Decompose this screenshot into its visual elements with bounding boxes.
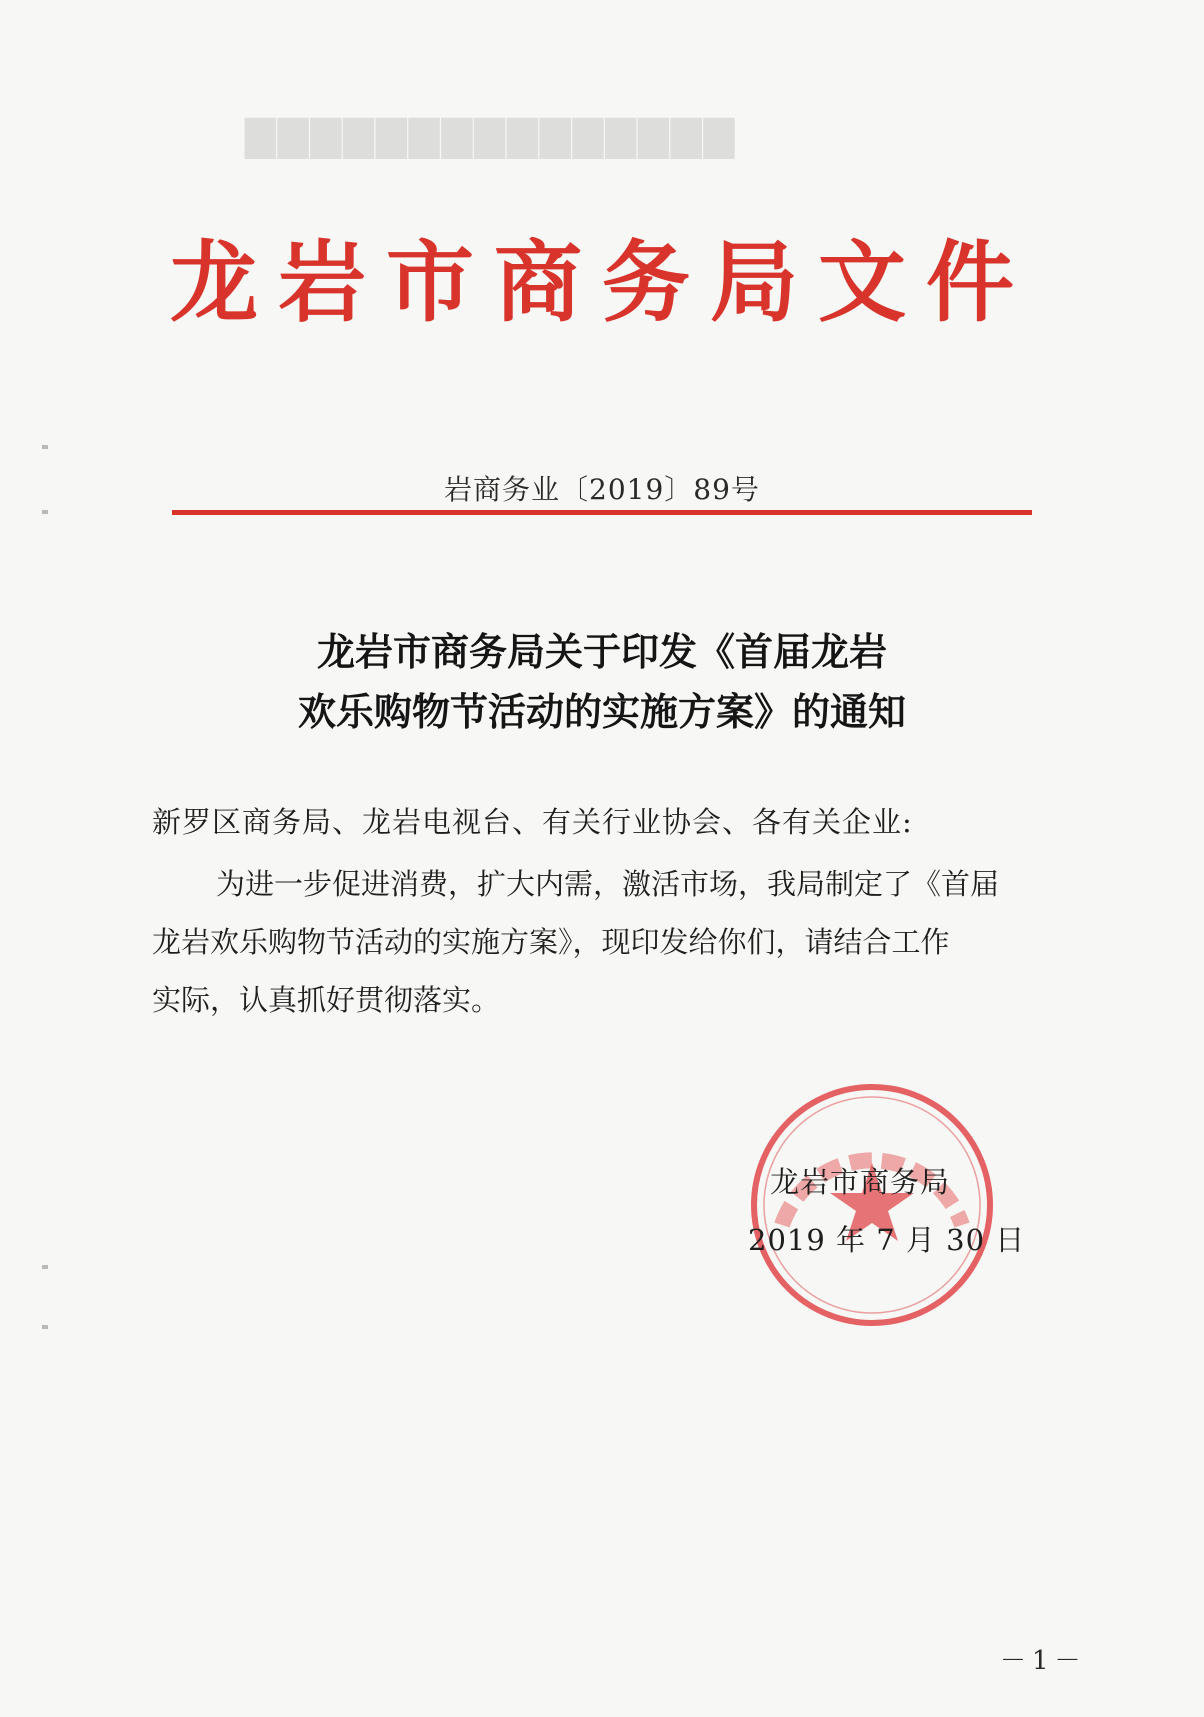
binding-hole-mark [42,445,48,449]
binding-hole-mark [42,1265,48,1269]
notice-title [0,622,1204,742]
document-number: 岩商务业〔2019〕89号 [444,473,760,506]
page-number: －1－ [1000,1646,1087,1676]
addressee: 新罗区商务局、龙岩电视台、有关行业协会、各有关企业: [152,805,913,839]
bleed-through-decoration: ▇▇▇▇▇▇▇▇▇▇▇▇▇▇▇ [245,112,737,159]
binding-hole-mark [42,1325,48,1329]
red-masthead: 龙岩市商务局文件 [169,231,1034,334]
official-seal-stamp [742,1075,1002,1335]
red-divider-line [172,510,1032,515]
signature-organization: 龙岩市商务局 [770,1165,951,1199]
binding-hole-mark [42,510,48,514]
signature-date: 2019 年 7 月 30 日 [748,1223,1026,1257]
title-line-1: 龙岩市商务局关于印发《首届龙岩 [316,630,887,674]
body-line-2: 龙岩欢乐购物节活动的实施方案》，现印发给你们，请结合工作 [152,925,950,959]
body-text [152,855,1072,1029]
body-line-3: 实际，认真抓好贯彻落实。 [152,983,501,1017]
title-line-2: 欢乐购物节活动的实施方案》的通知 [297,690,906,734]
body-line-1: 为进一步促进消费，扩大内需，激活市场，我局制定了《首届 [216,867,1000,901]
